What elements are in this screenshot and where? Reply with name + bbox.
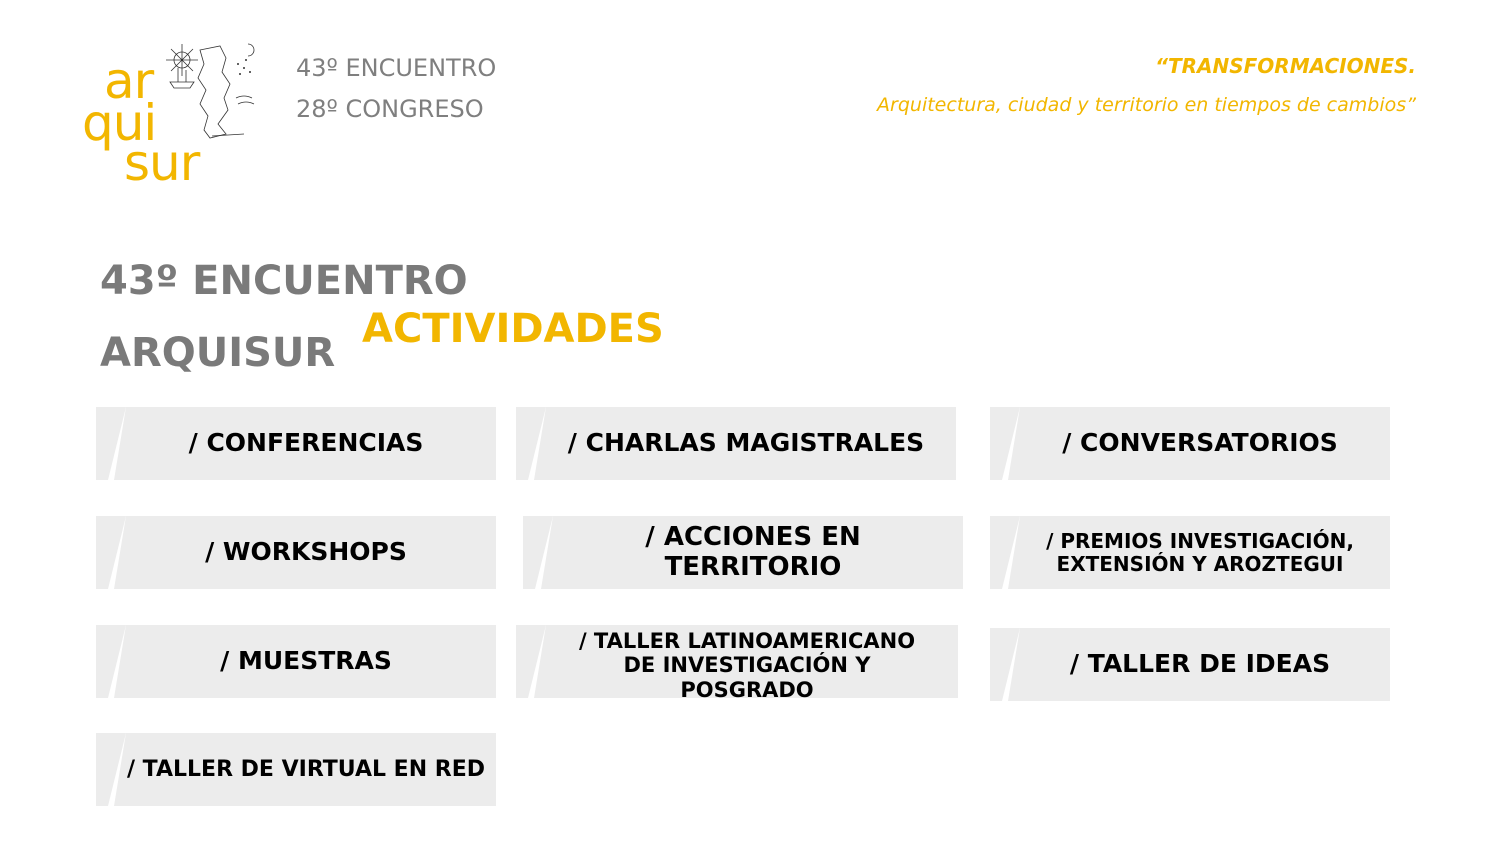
activity-tile-conversatorios [990, 407, 1390, 480]
activity-tile-conferencias [96, 407, 496, 480]
map-sketch-icon [160, 38, 270, 148]
activity-tile-premios [990, 516, 1390, 589]
activity-label: / MUESTRAS [220, 646, 392, 676]
activity-tile-acciones [523, 516, 963, 589]
activity-tile-workshops [96, 516, 496, 589]
activity-label: / CONFERENCIAS [188, 428, 424, 458]
activity-label: / WORKSHOPS [205, 537, 407, 567]
activity-label: / TALLER DE VIRTUAL EN RED [126, 756, 486, 782]
arquisur-logo [80, 38, 270, 192]
activity-label: / ACCIONES EN TERRITORIO [645, 521, 861, 582]
logo-text-sur: sur [124, 134, 200, 192]
activity-label: / PREMIOS INVESTIGACIÓN, EXTENSIÓN Y AROZTEGUI [1046, 528, 1354, 576]
event-congreso: 28º CONGRESO [296, 95, 484, 123]
activities-heading: ACTIVIDADES [362, 306, 664, 352]
tagline-title: “TRANSFORMACIONES. [1155, 54, 1416, 78]
activity-label: / CHARLAS MAGISTRALES [567, 428, 925, 458]
page-title-line2: ARQUISUR [100, 330, 336, 376]
logo-text-ar: ar [104, 52, 154, 110]
page-title-line1: 43º ENCUENTRO [100, 258, 468, 304]
activity-label: / CONVERSATORIOS [1062, 428, 1338, 458]
tagline-subtitle: Arquitectura, ciudad y territorio en tiempos de cambios” [877, 94, 1416, 116]
activity-tile-taller-ideas [990, 628, 1390, 701]
activity-tile-taller-virtual [96, 733, 496, 806]
activity-tile-taller-latinoamericano [516, 625, 958, 702]
event-encuentro: 43º ENCUENTRO [296, 54, 497, 82]
activity-label: / TALLER DE IDEAS [1069, 649, 1331, 679]
logo-text-qui: qui [82, 94, 157, 152]
activity-label: / TALLER LATINOAMERICANO DE INVESTIGACIÓN Y POSGRADO [578, 629, 916, 702]
activity-tile-muestras [96, 625, 496, 698]
activity-tile-charlas [516, 407, 956, 480]
